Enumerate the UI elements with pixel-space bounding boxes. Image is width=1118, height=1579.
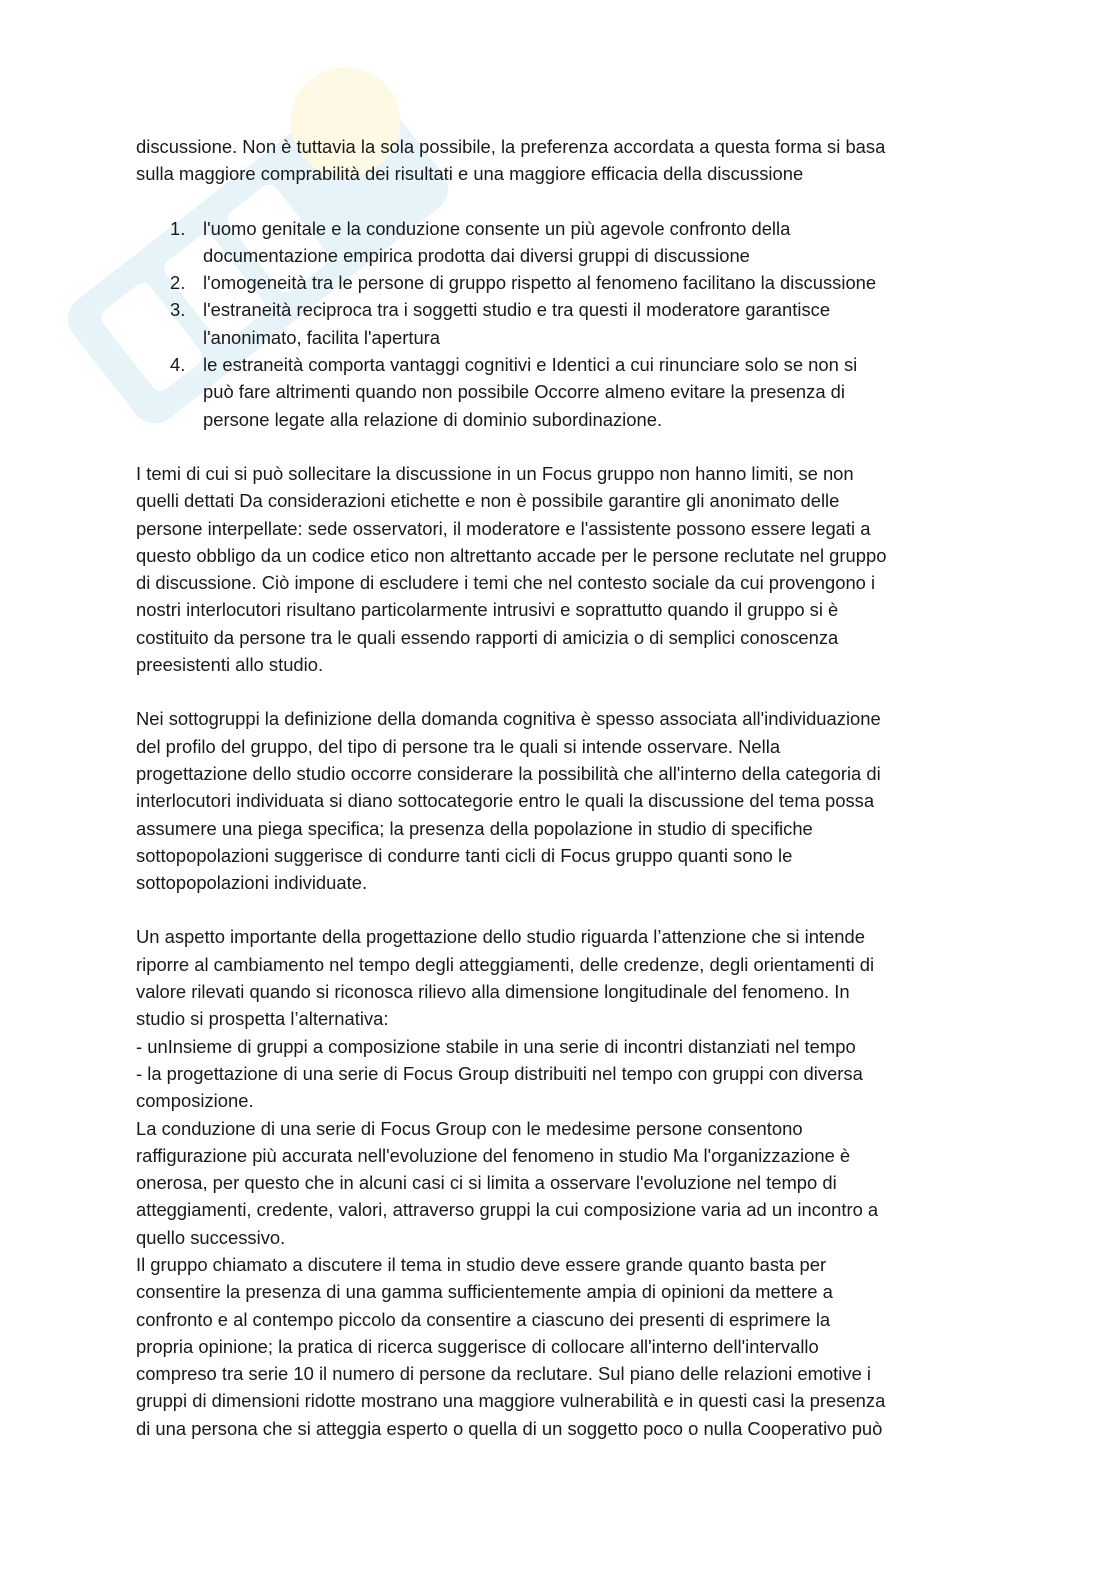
text-line: composizione. bbox=[136, 1090, 254, 1112]
text-line: riporre al cambiamento nel tempo degli atteggiamenti, delle credenze, degli orientamenti di bbox=[136, 953, 875, 975]
list-item bbox=[136, 296, 986, 351]
text-line: La conduzione di una serie di Focus Group con le medesime persone consentono bbox=[136, 1117, 803, 1139]
text-line: - la progettazione di una serie di Focus Group distribuiti nel tempo con gruppi con diversa bbox=[136, 1062, 863, 1084]
list-text: persone legate alla relazione di dominio subordinazione. bbox=[203, 408, 663, 430]
text-line: discussione. Non è tuttavia la sola possibile, la preferenza accordata a questa forma si basa bbox=[136, 136, 886, 157]
list-number: 4. bbox=[170, 354, 186, 376]
text-line: Un aspetto importante della progettazione dello studio riguarda l’attenzione che si intende bbox=[136, 926, 865, 948]
text-line: quelli dettati Da considerazioni etichette e non è possibile garantire gli anonimato delle bbox=[136, 490, 840, 512]
text-line: di discussione. Ciò impone di escludere i temi che nel contesto sociale da cui provengono i bbox=[136, 572, 876, 594]
text-line: di una persona che si atteggia esperto o quella di un soggetto poco o nulla Cooperativo può bbox=[136, 1417, 883, 1439]
list-text: può fare altrimenti quando non possibile Occorre almeno evitare la presenza di bbox=[203, 381, 845, 403]
text-line: I temi di cui si può sollecitare la discussione in un Focus gruppo non hanno limiti, se non bbox=[136, 462, 854, 484]
text-line: - unInsieme di gruppi a composizione stabile in una serie di incontri distanziati nel tempo bbox=[136, 1035, 856, 1057]
text-line: confronto e al contempo piccolo da consentire a ciascuno dei presenti di esprimere la bbox=[136, 1308, 831, 1330]
list-number: 3. bbox=[170, 299, 186, 321]
list-item bbox=[136, 351, 986, 433]
text-line: costituito da persone tra le quali essendo rapporti di amicizia o di semplici conoscenza bbox=[136, 626, 839, 648]
text-line: propria opinione; la pratica di ricerca suggerisce di collocare all'interno dell'intervallo bbox=[136, 1335, 819, 1357]
text-line: valore rilevati quando si riconosca rilievo alla dimensione longitudinale del fenomeno. In bbox=[136, 981, 850, 1003]
text-line: sottopopolazioni suggerisce di condurre tanti cicli di Focus gruppo quanti sono le bbox=[136, 844, 793, 866]
intro-paragraph bbox=[136, 133, 986, 188]
list-text: documentazione empirica prodotta dai diversi gruppi di discussione bbox=[203, 244, 750, 266]
text-line: interlocutori individuata si diano sottocategorie entro le quali la discussione del tema possa bbox=[136, 790, 875, 812]
text-line: onerosa, per questo che in alcuni casi ci si limita a osservare l'evoluzione nel tempo di bbox=[136, 1172, 837, 1194]
document-page bbox=[136, 133, 986, 1442]
text-line: gruppi di dimensioni ridotte mostrano una maggiore vulnerabilità e in questi casi la presenza bbox=[136, 1390, 886, 1412]
list-text: l'omogeneità tra le persone di gruppo rispetto al fenomeno facilitano la discussione bbox=[203, 272, 877, 294]
text-line: del profilo del gruppo, del tipo di persone tra le quali si intende osservare. Nella bbox=[136, 735, 781, 757]
list-text: le estraneità comporta vantaggi cognitivi e Identici a cui rinunciare solo se non si bbox=[203, 354, 858, 376]
list-number: 1. bbox=[170, 217, 186, 239]
text-line: consentire la presenza di una gamma sufficientemente ampia di opinioni da mettere a bbox=[136, 1281, 833, 1303]
text-line: studio si prospetta l’alternativa: bbox=[136, 1008, 389, 1030]
paragraph-progettazione bbox=[136, 923, 986, 1442]
list-text: l'estraneità reciproca tra i soggetti studio e tra questi il moderatore garantisce bbox=[203, 299, 831, 321]
text-line: progettazione dello studio occorre considerare la possibilità che all'interno della categoria di bbox=[136, 762, 881, 784]
list-number: 2. bbox=[170, 272, 186, 294]
list-text: l'uomo genitale e la conduzione consente un più agevole confronto della bbox=[203, 217, 791, 239]
text-line: quello successivo. bbox=[136, 1226, 286, 1248]
text-line: atteggiamenti, credente, valori, attraverso gruppi la cui composizione varia ad un incontro a bbox=[136, 1199, 879, 1221]
text-line: assumere una piega specifica; la presenza della popolazione in studio di specifiche bbox=[136, 817, 813, 839]
paragraph-temi bbox=[136, 460, 986, 678]
text-line: persone interpellate: sede osservatori, il moderatore e l'assistente possono essere legati a bbox=[136, 517, 871, 539]
text-line: raffigurazione più accurata nell'evoluzione del fenomeno in studio Ma l'organizzazione è bbox=[136, 1144, 851, 1166]
text-line: Nei sottogruppi la definizione della domanda cognitiva è spesso associata all'individuazione bbox=[136, 708, 881, 730]
text-line: nostri interlocutori risultano particolarmente intrusivi e soprattutto quando il gruppo si è bbox=[136, 599, 839, 621]
text-line: Il gruppo chiamato a discutere il tema in studio deve essere grande quanto basta per bbox=[136, 1253, 827, 1275]
text-line: compreso tra serie 10 il numero di persone da reclutare. Sul piano delle relazioni emotive i bbox=[136, 1363, 871, 1385]
paragraph-sottogruppi bbox=[136, 705, 986, 896]
text-line: preesistenti allo studio. bbox=[136, 654, 324, 676]
list-item bbox=[136, 215, 986, 270]
text-line: sulla maggiore comprabilità dei risultati e una maggiore efficacia della discussione bbox=[136, 163, 804, 185]
list-item bbox=[136, 269, 986, 296]
numbered-list bbox=[136, 215, 986, 433]
text-line: sottopopolazioni individuate. bbox=[136, 872, 368, 894]
list-text: l'anonimato, facilita l'apertura bbox=[203, 326, 441, 348]
text-line: questo obbligo da un codice etico non altrettanto accade per le persone reclutate nel gruppo bbox=[136, 544, 887, 566]
